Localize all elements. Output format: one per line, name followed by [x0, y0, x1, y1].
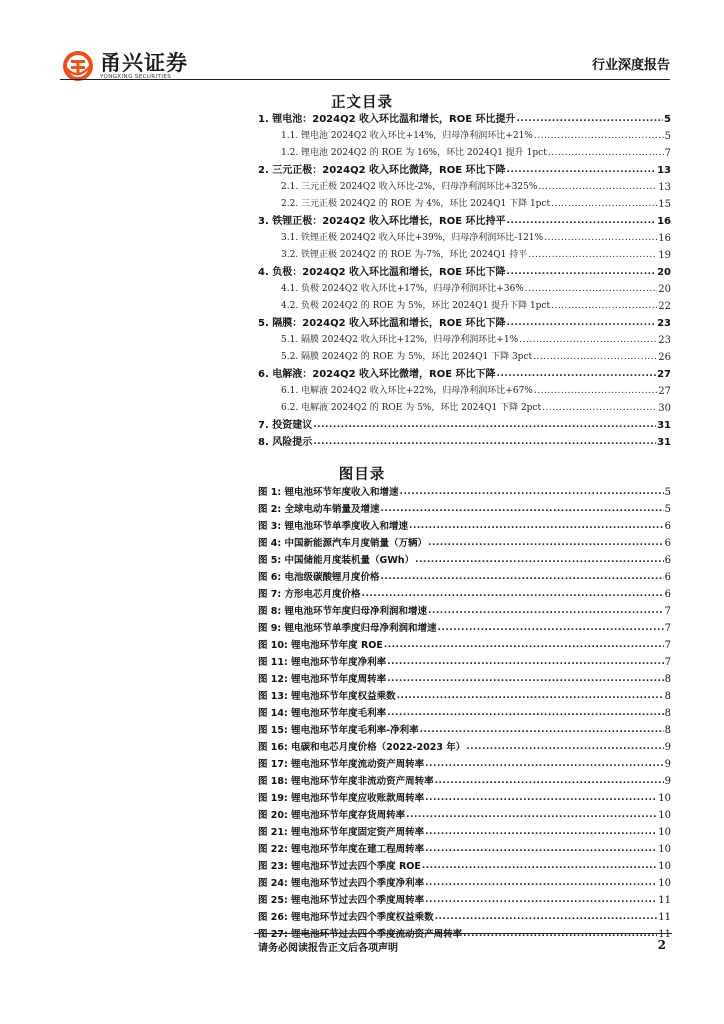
figure-list-link[interactable]	[258, 858, 671, 875]
company-logo	[62, 50, 188, 82]
entry-title: 图 20: 锂电池环节年度存货周转率	[258, 810, 406, 821]
dot-leader	[551, 298, 657, 315]
toc-subsection-link[interactable]	[258, 400, 671, 417]
entry-page-number: 10	[658, 827, 671, 838]
entry-page-number: 26	[658, 352, 671, 363]
entry-page-number: 7	[664, 148, 671, 159]
dot-leader	[425, 875, 657, 892]
entry-title: 图 19: 锂电池环节年度应收账款周转率	[258, 793, 425, 804]
dot-leader	[425, 756, 663, 773]
entry-title: 图 10: 锂电池环节年度 ROE	[258, 640, 383, 651]
toc-subsection-link[interactable]	[258, 383, 671, 400]
figure-list-link[interactable]	[258, 739, 671, 756]
entry-title: 图 17: 锂电池环节年度流动资产周转率	[258, 759, 425, 770]
dot-leader	[507, 264, 657, 281]
dot-leader	[548, 145, 664, 162]
entry-page-number: 22	[658, 301, 671, 312]
entry-page-number: 9	[664, 742, 671, 753]
figure-list-link[interactable]	[258, 603, 671, 620]
entry-title: 1. 锂电池：2024Q2 收入环比温和增长，ROE 环比提升	[258, 114, 516, 125]
dot-leader	[551, 196, 657, 213]
toc-subsection-link[interactable]	[258, 196, 671, 213]
entry-page-number: 19	[658, 250, 671, 261]
figure-list-link[interactable]	[258, 501, 671, 518]
entry-title: 8. 风险提示	[258, 437, 313, 448]
dot-leader	[420, 722, 664, 739]
dot-leader	[463, 926, 657, 943]
entry-page-number: 16	[658, 233, 671, 244]
figure-list-link[interactable]	[258, 671, 671, 688]
entry-page-number: 10	[658, 878, 671, 889]
entry-title: 图 24: 锂电池环节过去四个季度净利率	[258, 878, 425, 889]
entry-title: 6.2. 电解液 2024Q2 的 ROE 为 5%，环比 2024Q1 下降 2pct	[281, 403, 542, 413]
entry-page-number: 31	[657, 420, 671, 431]
logo-english-name: YONGXING SECURITIES	[100, 73, 172, 80]
entry-page-number: 6	[664, 538, 671, 549]
entry-page-number: 11	[658, 895, 671, 906]
dot-leader	[466, 739, 663, 756]
dot-leader	[400, 484, 664, 501]
figure-list-link[interactable]	[258, 773, 671, 790]
dot-leader	[438, 620, 664, 637]
entry-title: 7. 投资建议	[258, 420, 313, 431]
figure-list-link[interactable]	[258, 756, 671, 773]
toc-section-link[interactable]	[258, 213, 671, 230]
dot-leader	[533, 349, 657, 366]
entry-title: 4.1. 负极 2024Q2 收入环比+17%，归母净利润环比+36%	[281, 284, 524, 294]
logo-chinese-name: 甬兴证券	[100, 50, 188, 75]
entry-page-number: 7	[664, 657, 671, 668]
dot-leader	[534, 383, 657, 400]
dot-leader	[534, 128, 664, 145]
entry-title: 1.1. 锂电池 2024Q2 收入环比+14%，归母净利润环比+21%	[281, 131, 533, 141]
entry-title: 图 23: 锂电池环节过去四个季度 ROE	[258, 861, 421, 872]
entry-page-number: 10	[658, 861, 671, 872]
entry-page-number: 10	[658, 844, 671, 855]
footer-divider	[254, 933, 672, 934]
dot-leader	[384, 637, 664, 654]
toc-section-link[interactable]	[258, 111, 671, 128]
dot-leader	[362, 586, 664, 603]
toc-subsection-link[interactable]	[258, 298, 671, 315]
entry-title: 图 15: 锂电池环节年度毛利率-净利率	[258, 725, 419, 736]
entry-title: 图 11: 锂电池环节年度净利率	[258, 657, 387, 668]
entry-page-number: 8	[664, 674, 671, 685]
toc-section-link[interactable]	[258, 366, 671, 383]
entry-title: 图 2: 全球电动车销量及增速	[258, 504, 380, 515]
entry-title: 3. 铁锂正极：2024Q2 收入环比增长，ROE 环比持平	[258, 216, 506, 227]
figure-list-link[interactable]	[258, 909, 671, 926]
entry-page-number: 5	[664, 131, 671, 142]
entry-title: 图 6: 电池级碳酸锂月度价格	[258, 572, 380, 583]
entry-title: 5.1. 隔膜 2024Q2 收入环比+12%，归母净利润环比+1%	[281, 335, 519, 345]
entry-page-number: 20	[658, 284, 671, 295]
toc-section-link[interactable]	[258, 417, 671, 434]
figure-list-link[interactable]	[258, 688, 671, 705]
entry-page-number: 8	[664, 691, 671, 702]
entry-title: 图 9: 锂电池环节单季度归母净利润和增速	[258, 623, 437, 634]
dot-leader	[425, 892, 657, 909]
toc-subsection-link[interactable]	[258, 128, 671, 145]
toc-section-link[interactable]	[258, 434, 671, 451]
dot-leader	[544, 230, 657, 247]
entry-page-number: 23	[658, 335, 671, 346]
entry-page-number: 8	[664, 708, 671, 719]
toc-list	[258, 111, 671, 451]
entry-title: 图 13: 锂电池环节年度权益乘数	[258, 691, 396, 702]
figure-list-link[interactable]	[258, 807, 671, 824]
entry-title: 图 27: 锂电池环节过去四个季度流动资产周转率	[258, 929, 463, 940]
figure-list-link[interactable]	[258, 841, 671, 858]
entry-title: 3.1. 铁锂正极 2024Q2 收入环比+39%，归母净利润环比-121%	[281, 233, 544, 243]
entry-title: 2. 三元正极：2024Q2 收入环比微降，ROE 环比下降	[258, 165, 506, 176]
entry-title: 图 16: 电碳和电芯月度价格（2022-2023 年）	[258, 742, 466, 753]
figure-list-link[interactable]	[258, 535, 671, 552]
entry-page-number: 27	[658, 386, 671, 397]
dot-leader	[507, 213, 657, 230]
entry-title: 图 18: 锂电池环节年度非流动资产周转率	[258, 776, 434, 787]
entry-title: 图 1: 锂电池环节年度收入和增速	[258, 487, 399, 498]
figure-list-link[interactable]	[258, 569, 671, 586]
entry-title: 1.2. 锂电池 2024Q2 的 ROE 为 16%，环比 2024Q1 提升 1pct	[281, 148, 547, 158]
entry-page-number: 5	[664, 504, 671, 515]
entry-title: 6. 电解液：2024Q2 收入环比微增，ROE 环比下降	[258, 369, 496, 380]
dot-leader	[387, 654, 663, 671]
entry-page-number: 11	[658, 929, 671, 940]
entry-title: 图 25: 锂电池环节过去四个季度周转率	[258, 895, 425, 906]
entry-title: 图 12: 锂电池环节年度周转率	[258, 674, 387, 685]
entry-title: 图 4: 中国新能源汽车月度销量（万辆）	[258, 538, 428, 549]
report-type-label: 行业深度报告	[591, 58, 670, 73]
entry-title: 图 7: 方形电芯月度价格	[258, 589, 361, 600]
dot-leader	[425, 790, 657, 807]
entry-title: 4.2. 负极 2024Q2 的 ROE 为 5%，环比 2024Q1 提升下降 1pct	[281, 301, 551, 311]
dot-leader	[406, 807, 657, 824]
dot-leader	[397, 688, 664, 705]
dot-leader	[313, 434, 656, 451]
entry-page-number: 6	[664, 589, 671, 600]
entry-page-number: 7	[664, 640, 671, 651]
dot-leader	[542, 400, 657, 417]
entry-title: 4. 负极：2024Q2 收入环比温和增长，ROE 环比下降	[258, 267, 506, 278]
entry-title: 3.2. 铁锂正极 2024Q2 的 ROE 为-7%，环比 2024Q1 持平	[281, 250, 528, 260]
figure-list-link[interactable]	[258, 586, 671, 603]
dot-leader	[381, 501, 664, 518]
figures-title: 图目录	[338, 467, 386, 483]
toc-section-link[interactable]	[258, 264, 671, 281]
page-number: 2	[657, 938, 666, 952]
dot-leader	[415, 552, 664, 569]
figure-list-link[interactable]	[258, 824, 671, 841]
dot-leader	[507, 162, 657, 179]
entry-page-number: 6	[664, 521, 671, 532]
entry-page-number: 23	[657, 318, 671, 329]
yongxing-logo-icon	[62, 50, 94, 82]
dot-leader	[538, 179, 657, 196]
dot-leader	[387, 705, 663, 722]
entry-page-number: 9	[664, 759, 671, 770]
figure-list-link[interactable]	[258, 892, 671, 909]
entry-page-number: 7	[664, 606, 671, 617]
entry-page-number: 20	[657, 267, 671, 278]
dot-leader	[435, 773, 664, 790]
figure-list-link[interactable]	[258, 790, 671, 807]
figure-list-link[interactable]	[258, 552, 671, 569]
dot-leader	[313, 417, 656, 434]
entry-page-number: 13	[658, 182, 671, 193]
entry-page-number: 7	[664, 623, 671, 634]
entry-page-number: 16	[657, 216, 671, 227]
entry-title: 图 21: 锂电池环节年度固定资产周转率	[258, 827, 425, 838]
figure-list-link[interactable]	[258, 620, 671, 637]
entry-title: 2.2. 三元正极 2024Q2 的 ROE 为 4%，环比 2024Q1 下降 1pct	[281, 199, 551, 209]
entry-page-number: 11	[658, 912, 671, 923]
toc-section-link[interactable]	[258, 315, 671, 332]
dot-leader	[497, 366, 657, 383]
dot-leader	[428, 603, 664, 620]
entry-page-number: 6	[664, 555, 671, 566]
entry-page-number: 5	[664, 487, 671, 498]
toc-section-link[interactable]	[258, 162, 671, 179]
toc-subsection-link[interactable]	[258, 281, 671, 298]
figure-list-link[interactable]	[258, 722, 671, 739]
dot-leader	[519, 332, 657, 349]
header-divider	[60, 79, 670, 80]
dot-leader	[422, 858, 657, 875]
entry-page-number: 10	[658, 793, 671, 804]
entry-title: 图 5: 中国储能月度装机量（GWh）	[258, 555, 415, 566]
entry-page-number: 31	[657, 437, 671, 448]
dot-leader	[425, 841, 657, 858]
dot-leader	[409, 518, 664, 535]
toc-subsection-link[interactable]	[258, 247, 671, 264]
footer-disclaimer: 请务必阅读报告正文后各项声明	[258, 943, 398, 954]
figure-list	[258, 484, 671, 943]
entry-title: 图 22: 锂电池环节年度在建工程周转率	[258, 844, 425, 855]
dot-leader	[507, 315, 657, 332]
figure-list-link[interactable]	[258, 518, 671, 535]
figure-list-link[interactable]	[258, 654, 671, 671]
entry-page-number: 9	[664, 776, 671, 787]
entry-title: 6.1. 电解液 2024Q2 收入环比+22%，归母净利润环比+67%	[281, 386, 533, 396]
dot-leader	[525, 281, 657, 298]
entry-page-number: 6	[664, 572, 671, 583]
figure-list-link[interactable]	[258, 484, 671, 501]
toc-subsection-link[interactable]	[258, 332, 671, 349]
toc-subsection-link[interactable]	[258, 349, 671, 366]
dot-leader	[528, 247, 657, 264]
figure-list-link[interactable]	[258, 875, 671, 892]
entry-page-number: 8	[664, 725, 671, 736]
entry-title: 图 26: 锂电池环节过去四个季度权益乘数	[258, 912, 434, 923]
figure-list-link[interactable]	[258, 705, 671, 722]
dot-leader	[517, 111, 664, 128]
toc-title: 正文目录	[331, 95, 393, 111]
toc-subsection-link[interactable]	[258, 179, 671, 196]
entry-page-number: 27	[657, 369, 671, 380]
entry-title: 图 8: 锂电池环节年度归母净利润和增速	[258, 606, 428, 617]
dot-leader	[425, 824, 657, 841]
entry-page-number: 5	[664, 114, 671, 125]
dot-leader	[387, 671, 663, 688]
entry-title: 图 3: 锂电池环节单季度收入和增速	[258, 521, 409, 532]
entry-page-number: 13	[657, 165, 671, 176]
entry-title: 图 14: 锂电池环节年度毛利率	[258, 708, 387, 719]
dot-leader	[428, 535, 664, 552]
toc-subsection-link[interactable]	[258, 145, 671, 162]
entry-page-number: 10	[658, 810, 671, 821]
dot-leader	[435, 909, 658, 926]
dot-leader	[381, 569, 664, 586]
figure-list-link[interactable]	[258, 637, 671, 654]
entry-title: 5.2. 隔膜 2024Q2 的 ROE 为 5%，环比 2024Q1 下降 3pct	[281, 352, 533, 362]
toc-subsection-link[interactable]	[258, 230, 671, 247]
entry-page-number: 15	[658, 199, 671, 210]
entry-title: 2.1. 三元正极 2024Q2 收入环比-2%，归母净利润环比+325%	[281, 182, 538, 192]
entry-title: 5. 隔膜：2024Q2 收入环比温和增长，ROE 环比下降	[258, 318, 506, 329]
entry-page-number: 30	[658, 403, 671, 414]
